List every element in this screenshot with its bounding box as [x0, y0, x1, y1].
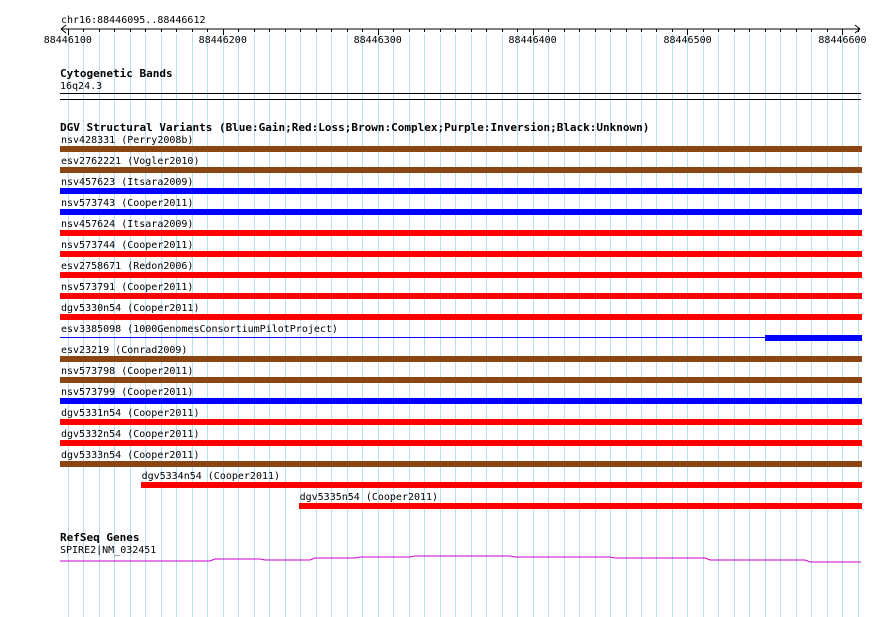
dgv-variant-bar[interactable] [60, 398, 862, 404]
dgv-variant-bar[interactable] [60, 377, 862, 383]
dgv-variant-label[interactable]: esv2758671 (Redon2006) [61, 261, 194, 272]
dgv-variant-bar[interactable] [299, 503, 862, 509]
dgv-variant-label[interactable]: nsv573744 (Cooper2011) [61, 240, 194, 251]
dgv-variant-bar[interactable] [60, 293, 862, 299]
ruler-tick-label: 88446400 [508, 35, 557, 46]
cytobands-title: Cytogenetic Bands [60, 67, 173, 80]
dgv-variant-label[interactable]: nsv428331 (Perry2008b) [61, 135, 194, 146]
dgv-variant-label[interactable]: nsv573743 (Cooper2011) [61, 198, 194, 209]
dgv-variant-label[interactable]: nsv573798 (Cooper2011) [61, 366, 194, 377]
ruler-range-label: chr16:88446095..88446612 [61, 15, 206, 26]
dgv-variant-label[interactable]: nsv573799 (Cooper2011) [61, 387, 194, 398]
dgv-variant-bar[interactable] [60, 209, 862, 215]
dgv-variant-bar[interactable] [60, 251, 862, 257]
ruler-tick-label: 88446300 [353, 35, 402, 46]
dgv-variant-bar[interactable] [60, 188, 862, 194]
dgv-variant-label[interactable]: esv3385098 (1000GenomesConsortiumPilotProject) [61, 324, 338, 335]
ruler-tick-label: 88446100 [43, 35, 92, 46]
dgv-variant-bar[interactable] [60, 419, 862, 425]
refseq-gene-label[interactable]: SPIRE2|NM_032451 [60, 545, 157, 556]
dgv-variant-label[interactable]: nsv457623 (Itsara2009) [61, 177, 194, 188]
cytoband-track-bottom [60, 99, 861, 100]
dgv-variant-label[interactable]: nsv573791 (Cooper2011) [61, 282, 194, 293]
dgv-variant-label[interactable]: dgv5335n54 (Cooper2011) [299, 492, 439, 503]
dgv-variant-bar[interactable] [60, 440, 862, 446]
dgv-variant-bar[interactable] [60, 167, 862, 173]
dgv-variant-bar[interactable] [60, 272, 862, 278]
dgv-variant-bar[interactable] [60, 146, 862, 152]
dgv-variant-label[interactable]: esv23219 (Conrad2009) [61, 345, 188, 356]
dgv-variant-bar[interactable] [60, 461, 862, 467]
cytoband-track-top [60, 93, 861, 94]
dgv-variant-label[interactable]: dgv5330n54 (Cooper2011) [61, 303, 200, 314]
dgv-variant-line[interactable] [60, 337, 862, 338]
dgv-variant-bar[interactable] [765, 335, 862, 341]
dgv-variant-label[interactable]: dgv5332n54 (Cooper2011) [61, 429, 200, 440]
ruler-tick-label: 88446600 [818, 35, 867, 46]
dgv-variant-bar[interactable] [60, 230, 862, 236]
dgv-title: DGV Structural Variants (Blue:Gain;Red:Loss;Brown:Complex;Purple:Inversion;Black:Unknown) [60, 121, 650, 134]
ruler-axis [0, 0, 890, 50]
cytoband-label: 16q24.3 [60, 81, 103, 92]
dgv-variant-label[interactable]: nsv457624 (Itsara2009) [61, 219, 194, 230]
ruler-tick-label: 88446200 [198, 35, 247, 46]
dgv-variant-label[interactable]: dgv5331n54 (Cooper2011) [61, 408, 200, 419]
dgv-variant-label[interactable]: dgv5334n54 (Cooper2011) [141, 471, 281, 482]
dgv-variant-label[interactable]: esv2762221 (Vogler2010) [61, 156, 200, 167]
dgv-variant-bar[interactable] [60, 314, 862, 320]
dgv-variant-label[interactable]: dgv5333n54 (Cooper2011) [61, 450, 200, 461]
refseq-title: RefSeq Genes [60, 531, 140, 544]
refseq-gene-line[interactable] [0, 550, 890, 570]
dgv-variant-bar[interactable] [60, 356, 862, 362]
dgv-variant-bar[interactable] [141, 482, 862, 488]
ruler-tick-label: 88446500 [663, 35, 712, 46]
